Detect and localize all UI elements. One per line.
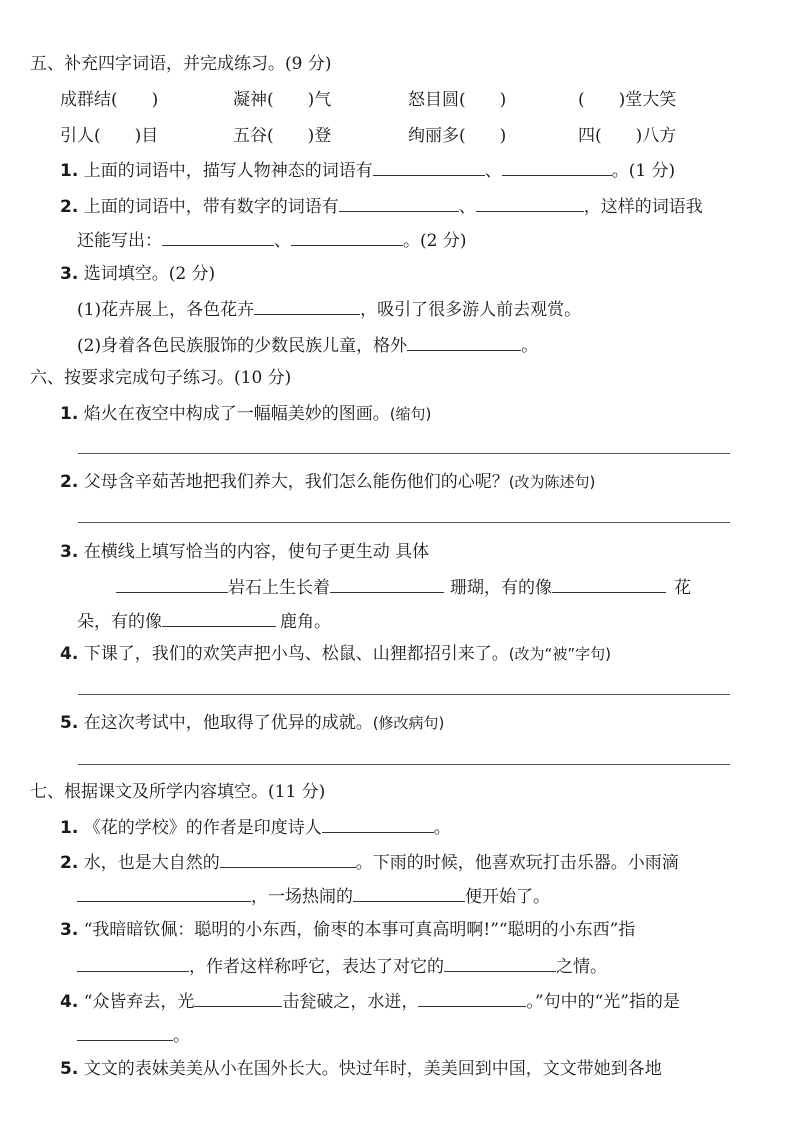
answer-blank[interactable] — [77, 953, 189, 972]
s5-question-3 — [60, 262, 215, 286]
score-note: 。(2 分) — [403, 231, 467, 251]
question-number: 5. — [60, 1059, 79, 1079]
s6-question-5 — [60, 711, 444, 735]
answer-blank[interactable] — [322, 814, 434, 833]
answer-blank[interactable] — [220, 849, 356, 868]
answer-blank[interactable] — [502, 157, 612, 176]
question-text: 文文的表妹美美从小在国外长大。快过年时，美美回到中国，文文带她到各地 — [83, 1059, 662, 1079]
question-text: 选词填空。(2 分) — [83, 264, 216, 284]
s5-question-3-2 — [77, 332, 538, 358]
answer-blank[interactable] — [552, 574, 666, 593]
question-text: 朵，有的像 — [77, 612, 162, 632]
idiom-3: 怒目圆( ) — [408, 90, 507, 110]
question-number: 5. — [60, 713, 79, 733]
section-5-heading: 五、补充四字词语，并完成练习。(9 分) — [30, 54, 332, 74]
s7-question-4-line2 — [77, 1022, 190, 1048]
instruction-note: (改为“被”字句) — [508, 645, 611, 663]
answer-blank[interactable] — [77, 1022, 173, 1041]
question-text-cont: 击瓮破之，水迸， — [282, 992, 419, 1012]
question-number: 4. — [60, 992, 79, 1012]
answer-blank[interactable] — [444, 953, 556, 972]
question-text: 焰火在夜空中构成了一幅幅美妙的图画。 — [83, 404, 390, 424]
question-text: 上面的词语中，带有数字的词语有 — [83, 197, 339, 217]
question-number: 3. — [60, 920, 79, 940]
answer-blank[interactable] — [291, 227, 403, 246]
s6-question-4 — [60, 642, 611, 666]
instruction-note: (缩句) — [389, 405, 432, 423]
s6-question-3 — [60, 540, 429, 564]
s5-question-3-1 — [77, 296, 581, 322]
answer-line[interactable] — [78, 522, 730, 523]
idiom-6: 五谷( )登 — [233, 126, 332, 146]
question-text: 上面的词语中，描写人物神态的词语有 — [83, 161, 373, 181]
question-text: “我暗暗钦佩：聪明的小东西，偷枣的本事可真高明啊!”“聪明的小东西”指 — [83, 920, 636, 940]
s6-question-3-line2 — [77, 608, 331, 634]
separator: 、 — [458, 197, 476, 217]
answer-line[interactable] — [78, 453, 730, 454]
s5-question-2-line2 — [77, 227, 466, 253]
answer-blank[interactable] — [162, 608, 276, 627]
idiom-5: 引人( )目 — [60, 126, 159, 146]
answer-blank[interactable] — [194, 988, 282, 1007]
answer-line[interactable] — [78, 694, 730, 695]
question-text: 水，也是大自然的 — [83, 853, 220, 873]
question-text: 珊瑚，有的像 — [450, 578, 552, 598]
question-number: 4. — [60, 644, 79, 664]
question-text-cont: 。 — [433, 818, 451, 838]
question-text: (2)身着各色民族服饰的少数民族儿童，格外 — [77, 336, 408, 356]
answer-line[interactable] — [78, 764, 730, 765]
section-7-heading: 七、根据课文及所学内容填空。(11 分) — [30, 782, 326, 802]
answer-blank[interactable] — [407, 332, 521, 351]
s6-question-1 — [60, 402, 431, 426]
answer-blank[interactable] — [339, 193, 459, 212]
idiom-2: 凝神( )气 — [233, 90, 332, 110]
question-text-cont: 便开始了。 — [465, 887, 550, 907]
question-text-cont: 。”句中的“光”指的是 — [526, 992, 680, 1012]
question-text: 《花的学校》的作者是印度诗人 — [83, 818, 322, 838]
answer-blank[interactable] — [162, 227, 274, 246]
question-text-cont: 。 — [521, 336, 539, 356]
answer-blank[interactable] — [476, 193, 584, 212]
s5-question-2 — [60, 193, 703, 219]
question-text-cont: ，这样的词语我 — [583, 197, 703, 217]
question-text: 在横线上填写恰当的内容，使句子更生动 具体 — [83, 542, 430, 562]
question-text-cont: 。下雨的时候，他喜欢玩打击乐器。小雨滴 — [355, 853, 679, 873]
score-note: 。(1 分) — [611, 161, 676, 181]
s7-question-3-line2 — [77, 953, 607, 979]
question-text: 鹿角。 — [280, 612, 331, 632]
answer-blank[interactable] — [254, 296, 360, 315]
question-text: 在这次考试中，他取得了优异的成就。 — [83, 713, 373, 733]
s5-question-1 — [60, 157, 675, 183]
s6-question-3-line1 — [116, 574, 691, 600]
question-text: ，一场热闹的 — [251, 887, 353, 907]
question-number: 2. — [60, 472, 79, 492]
idiom-1: 成群结( ) — [60, 90, 159, 110]
separator: 、 — [484, 161, 502, 181]
answer-blank[interactable] — [77, 883, 251, 902]
s7-question-1 — [60, 814, 451, 840]
answer-blank[interactable] — [373, 157, 485, 176]
question-text: (1)花卉展上，各色花卉 — [77, 300, 255, 320]
question-text-cont: ，吸引了很多游人前去观赏。 — [360, 300, 582, 320]
question-number: 2. — [60, 853, 79, 873]
instruction-note: (改为陈述句) — [508, 473, 596, 491]
section-6-heading: 六、按要求完成句子练习。(10 分) — [30, 368, 292, 388]
answer-blank[interactable] — [330, 574, 444, 593]
question-number: 3. — [60, 264, 79, 284]
s7-question-3 — [60, 918, 635, 942]
question-text: “众皆弃去，光 — [83, 992, 195, 1012]
idiom-8: 四( )八方 — [578, 126, 677, 146]
answer-blank[interactable] — [116, 574, 228, 593]
question-text-cont: 之情。 — [556, 957, 607, 977]
s7-question-2 — [60, 849, 679, 875]
question-text-cont: 。 — [173, 1026, 190, 1046]
question-number: 3. — [60, 542, 79, 562]
question-number: 1. — [60, 161, 79, 181]
idiom-4: ( )堂大笑 — [578, 90, 677, 110]
answer-blank[interactable] — [353, 883, 465, 902]
question-text: 岩石上生长着 — [228, 578, 330, 598]
answer-blank[interactable] — [418, 988, 526, 1007]
s7-question-5 — [60, 1057, 662, 1081]
idiom-7: 绚丽多( ) — [408, 126, 507, 146]
separator: 、 — [274, 231, 291, 251]
s6-question-2 — [60, 470, 595, 494]
question-number: 1. — [60, 404, 79, 424]
question-text: 下课了，我们的欢笑声把小鸟、松鼠、山狸都招引来了。 — [83, 644, 509, 664]
question-text: ，作者这样称呼它，表达了对它的 — [189, 957, 444, 977]
s7-question-4 — [60, 988, 680, 1014]
question-number: 1. — [60, 818, 79, 838]
s7-question-2-line2 — [77, 883, 550, 909]
question-text: 父母含辛茹苦地把我们养大，我们怎么能伤他们的心呢？ — [83, 472, 509, 492]
question-text: 还能写出： — [77, 231, 162, 251]
question-number: 2. — [60, 197, 79, 217]
instruction-note: (修改病句) — [372, 714, 445, 732]
question-text: 花 — [674, 578, 691, 598]
